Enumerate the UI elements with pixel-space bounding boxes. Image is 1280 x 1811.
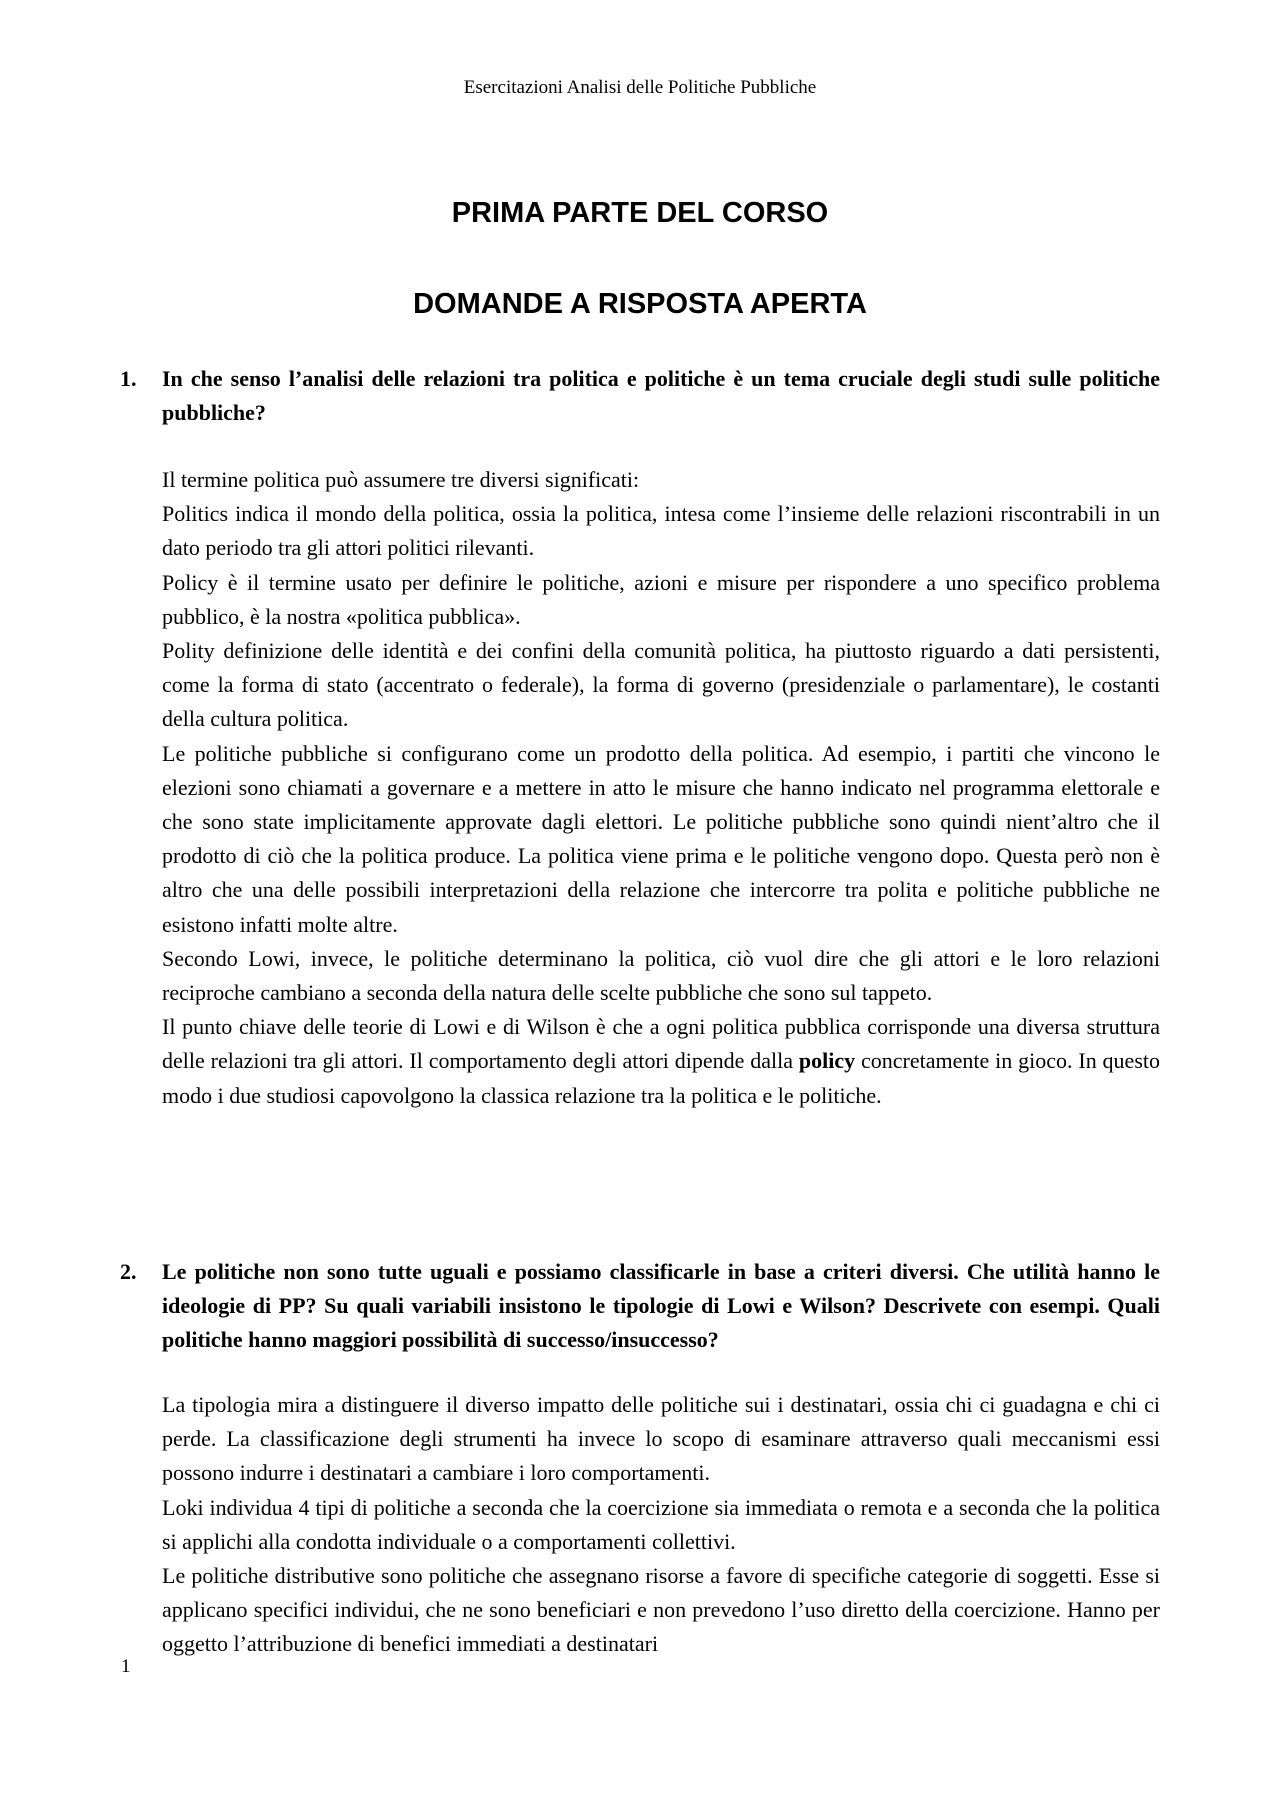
answer-2	[162, 1388, 1160, 1662]
question-text: In che senso l’analisi delle relazioni tra politica e politiche è un tema cruciale degli studi sulle politiche pubbliche?	[162, 366, 1160, 425]
text-run: concretamente in gioco. In questo modo i due studiosi capovolgono la classica relazione tra la politica e le politiche.	[162, 1048, 1160, 1108]
bold-term: policy	[798, 1048, 856, 1074]
text-run: Il punto chiave delle teorie di Lowi e di Wilson è che a ogni politica pubblica corrisponde una diversa struttura delle relazioni tra gli attori. Il comportamento degli attori dipende dalla	[162, 1014, 1160, 1074]
section-title: DOMANDE A RISPOSTA APERTA	[413, 288, 867, 320]
question-2	[120, 1255, 1160, 1357]
answer-1	[162, 463, 1160, 1113]
answer-paragraph: Politics indica il mondo della politica, ossia la politica, intesa come l’insieme delle relazioni riscontrabili in un dato periodo tra gli attori politici rilevanti.	[162, 501, 1160, 561]
question-1	[120, 362, 1160, 430]
answer-paragraph: Loki individua 4 tipi di politiche a seconda che la coercizione sia immediata o remota e a seconda che la politica si applichi alla condotta individuale o a comportamenti collettivi.	[162, 1494, 1160, 1554]
answer-paragraph: Secondo Lowi, invece, le politiche determinano la politica, ciò vuol dire che gli attori e le loro relazioni reciproche cambiano a seconda della natura delle scelte pubbliche che sono sul tappeto.	[162, 945, 1160, 1006]
answer-paragraph-last	[162, 1010, 1160, 1113]
answer-paragraph: Le politiche distributive sono politiche che assegnano risorse a favore di specifiche categorie di soggetti. Esse si applicano specifici individui, che ne sono beneficiari e non prevedono l’uso diretto della coercizione. Hanno per oggetto l’attribuzione di benefici immediati a destinatari	[162, 1563, 1160, 1657]
question-text: Le politiche non sono tutte uguali e possiamo classificarle in base a criteri diversi. Che utilità hanno le ideologie di PP? Su quali variabili insistono le tipologie di Lowi e Wilson? Descrivete con esempi. Quali politiche hanno maggiori possibilità di successo/insuccesso?	[162, 1259, 1160, 1352]
page-title: PRIMA PARTE DEL CORSO	[451, 197, 829, 229]
answer-paragraph: La tipologia mira a distinguere il diverso impatto delle politiche sui i destinatari, ossia chi ci guadagna e chi ci perde. La classificazione degli strumenti ha invece lo scopo di esaminare attraverso quali meccanismi essi possono indurre i destinatari a cambiare i loro comportamenti.	[162, 1392, 1160, 1486]
question-number: 2.	[120, 1259, 137, 1284]
running-header: Esercitazioni Analisi delle Politiche Pubbliche	[463, 77, 817, 98]
page-number: 1	[121, 1656, 131, 1677]
answer-paragraph: Polity definizione delle identità e dei confini della comunità politica, ha piuttosto riguardo a dati persistenti, come la forma di stato (accentrato o federale), la forma di governo (presidenziale o parlamentare), le costanti della cultura politica.	[162, 638, 1160, 732]
question-number: 1.	[120, 366, 137, 391]
answer-paragraph: Le politiche pubbliche si configurano come un prodotto della politica. Ad esempio, i partiti che vincono le elezioni sono chiamati a governare e a mettere in atto le misure che hanno indicato nel programma elettorale e che sono state implicitamente approvate dagli elettori. Le politiche pubbliche sono quindi nient’altro che il prodotto di ciò che la politica produce. La politica viene prima e le politiche vengono dopo. Questa però non è altro che una delle possibili interpretazioni della relazione che intercorre tra polita e politiche pubbliche ne esistono infatti molte altre.	[162, 740, 1160, 937]
answer-paragraph: Il termine politica può assumere tre diversi significati:	[162, 467, 640, 492]
answer-paragraph: Policy è il termine usato per definire le politiche, azioni e misure per rispondere a uno specifico problema pubblico, è la nostra «politica pubblica».	[162, 569, 1160, 629]
